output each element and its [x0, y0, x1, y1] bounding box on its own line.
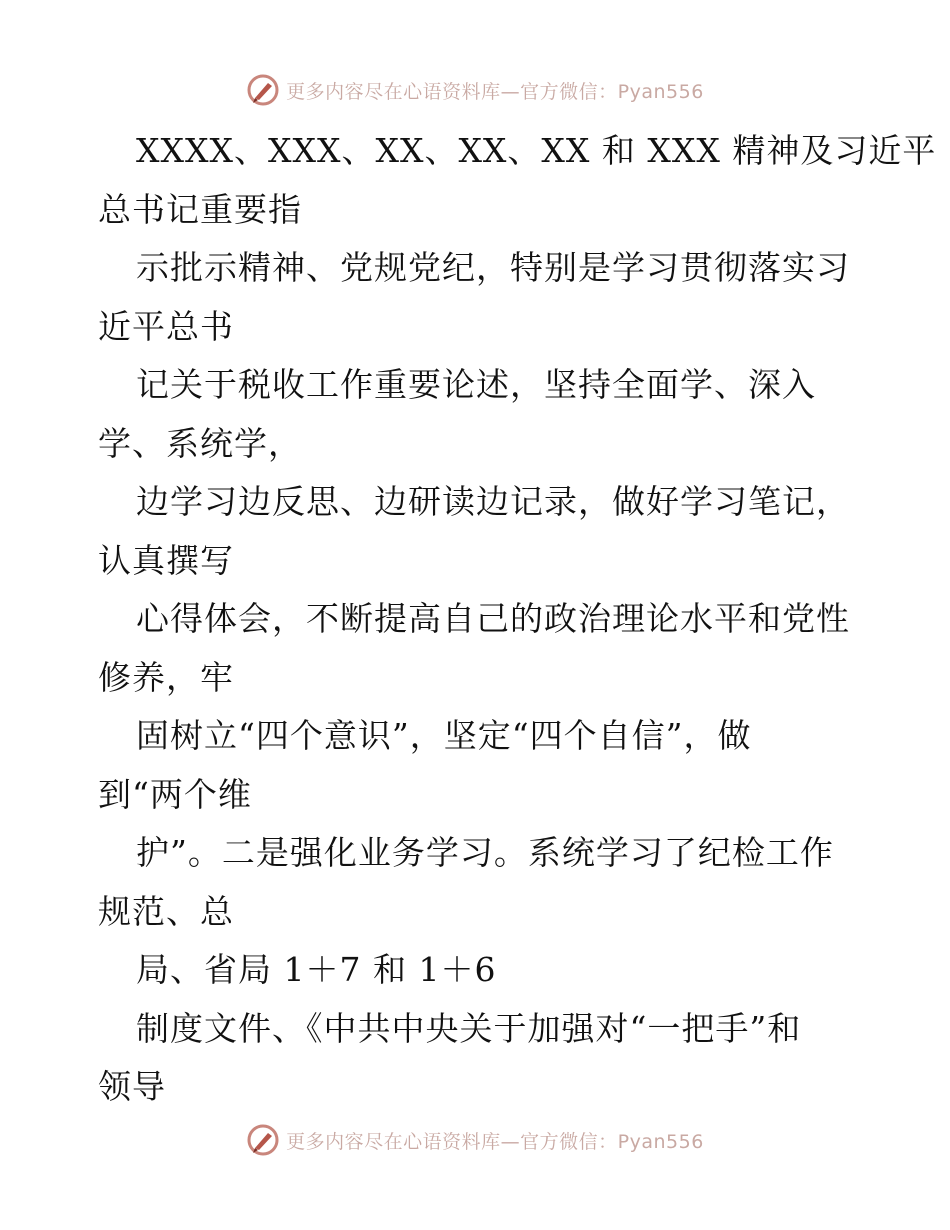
text-line: 心得体会，不断提高自己的政治理论水平和党性 — [136, 599, 850, 638]
text-line: 到“两个维 — [98, 774, 252, 814]
text-line: 领导 — [98, 1067, 166, 1106]
text-line: 制度文件、《中共中央关于加强对“一把手”和 — [136, 1008, 802, 1048]
text-line: 认真撰写 — [98, 540, 234, 580]
text-line: 护”。二是强化业务学习。系统学习了纪检工作 — [136, 833, 834, 872]
footer-watermark — [0, 1120, 950, 1160]
text-line: XXXX、XXX、XX、XX、XX 和 XXX 精神及习近平 — [136, 131, 937, 170]
text-line: 固树立“四个意识”，坚定“四个自信”，做 — [136, 716, 752, 755]
text-line: 局、省局 1＋7 和 1＋6 — [136, 950, 497, 989]
pen-logo-icon — [246, 1123, 280, 1157]
text-line: 规范、总 — [98, 891, 234, 931]
text-line: 示批示精神、党规党纪，特别是学习贯彻落实习 — [136, 248, 850, 287]
header-watermark — [0, 70, 950, 110]
text-line: 学、系统学， — [98, 423, 302, 463]
pen-logo-icon — [246, 73, 280, 107]
text-line: 总书记重要指 — [98, 189, 302, 229]
text-line: 边学习边反思、边研读边记录，做好学习笔记， — [136, 482, 850, 521]
header-watermark-text: 更多内容尽在心语资料库—官方微信：Pyan556 — [286, 80, 704, 103]
text-line: 记关于税收工作重要论述，坚持全面学、深入 — [136, 365, 816, 404]
footer-watermark-text: 更多内容尽在心语资料库—官方微信：Pyan556 — [286, 1130, 704, 1153]
text-line: 近平总书 — [98, 306, 234, 346]
text-line: 修养，牢 — [98, 657, 234, 697]
document-body — [98, 122, 937, 1117]
